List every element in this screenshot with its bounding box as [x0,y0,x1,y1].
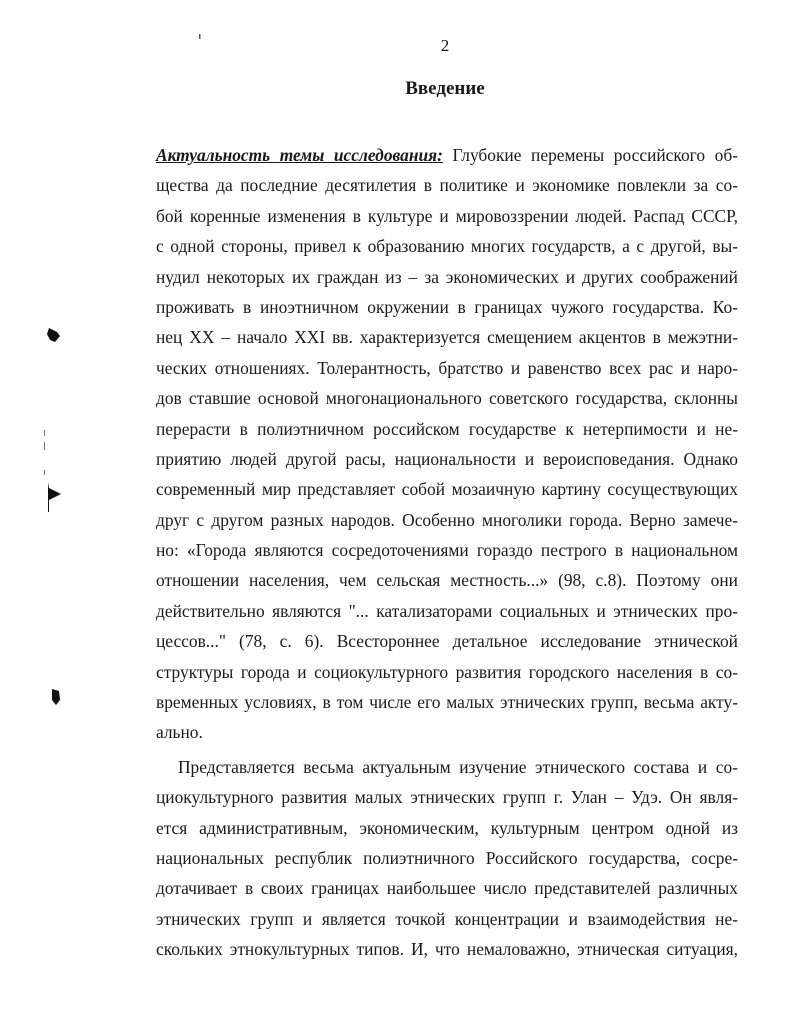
text-line: Представляется весьма актуальным изучение этнического состава и со- [178,756,738,777]
text-line: структуры города и социокультурного развития городского населения в со- [156,661,738,682]
text-line: проживать в иноэтничном окружении в границах чужого государства. Ко- [156,296,738,317]
text-line: приятию людей другой расы, национальности и вероисповедания. Однако [156,448,738,469]
text-line: с одной стороны, привел к образованию многих государств, а с другой, вы- [156,236,738,257]
scan-speck-top [198,34,202,40]
scan-blot-upper [46,326,62,344]
text-line: временных условиях, в том числе его малых этнических групп, весьма акту- [156,692,738,713]
body-text [156,140,738,965]
text-line: бой коренные изменения в культуре и мировоззрении людей. Распад СССР, [156,205,738,226]
text-line: нудил некоторых их граждан из – за экономических и других соображений [156,266,738,287]
text-line: нец XX – начало XXI вв. характеризуется смещением акцентов в межэтни- [156,327,738,348]
scan-dashes-left [42,430,48,480]
section-label: Актуальность темы исследования: [156,145,443,165]
text-line: дов ставшие основой многонационального советского государства, склонны [156,388,738,409]
text-line: циокультурного развития малых этнических групп г. Улан – Удэ. Он явля- [156,787,738,808]
scan-blot-lower [50,688,62,706]
text-line: этнических групп и является точкой концентрации и взаимодействия не- [156,908,738,929]
page-number: 2 [440,36,450,55]
text-line: ально. [156,722,203,743]
text-line: современный мир представляет собой мозаичную картину сосуществующих [156,479,738,500]
text-line: ческих отношениях. Толерантность, братство и равенство всех рас и наро- [156,357,738,378]
text-line: перерасти в полиэтничном российском государстве к нетерпимости и не- [156,418,738,439]
text-line: цессов..." (78, с. 6). Всестороннее детальное исследование этнической [156,631,738,652]
page-title: Введение [405,78,485,99]
text-line: национальных республик полиэтничного Российского государства, сосре- [156,847,738,868]
scan-arrow-mark [44,482,64,512]
text-line: друг с другом разных народов. Особенно многолики города. Верно замече- [156,509,738,530]
text-line: действительно являются "... катализаторами социальных и этнических про- [156,600,738,621]
text-line: щества да последние десятилетия в политике и экономике повлекли за со- [156,175,738,196]
text-line: но: «Города являются сосредоточениями гораздо пестрого в национальном [156,540,738,561]
text-line-1: Актуальность темы исследования: Глубокие перемены российского об- [156,145,738,165]
text-line: ется административным, экономическим, культурным центром одной из [156,817,738,838]
text-line: скольких этнокультурных типов. И, что немаловажно, этническая ситуация, [156,939,738,960]
text-line: дотачивает в своих границах наибольшее число представителей различных [156,878,738,899]
text-line: отношении населения, чем сельская местность...» (98, с.8). Поэтому они [156,570,738,591]
